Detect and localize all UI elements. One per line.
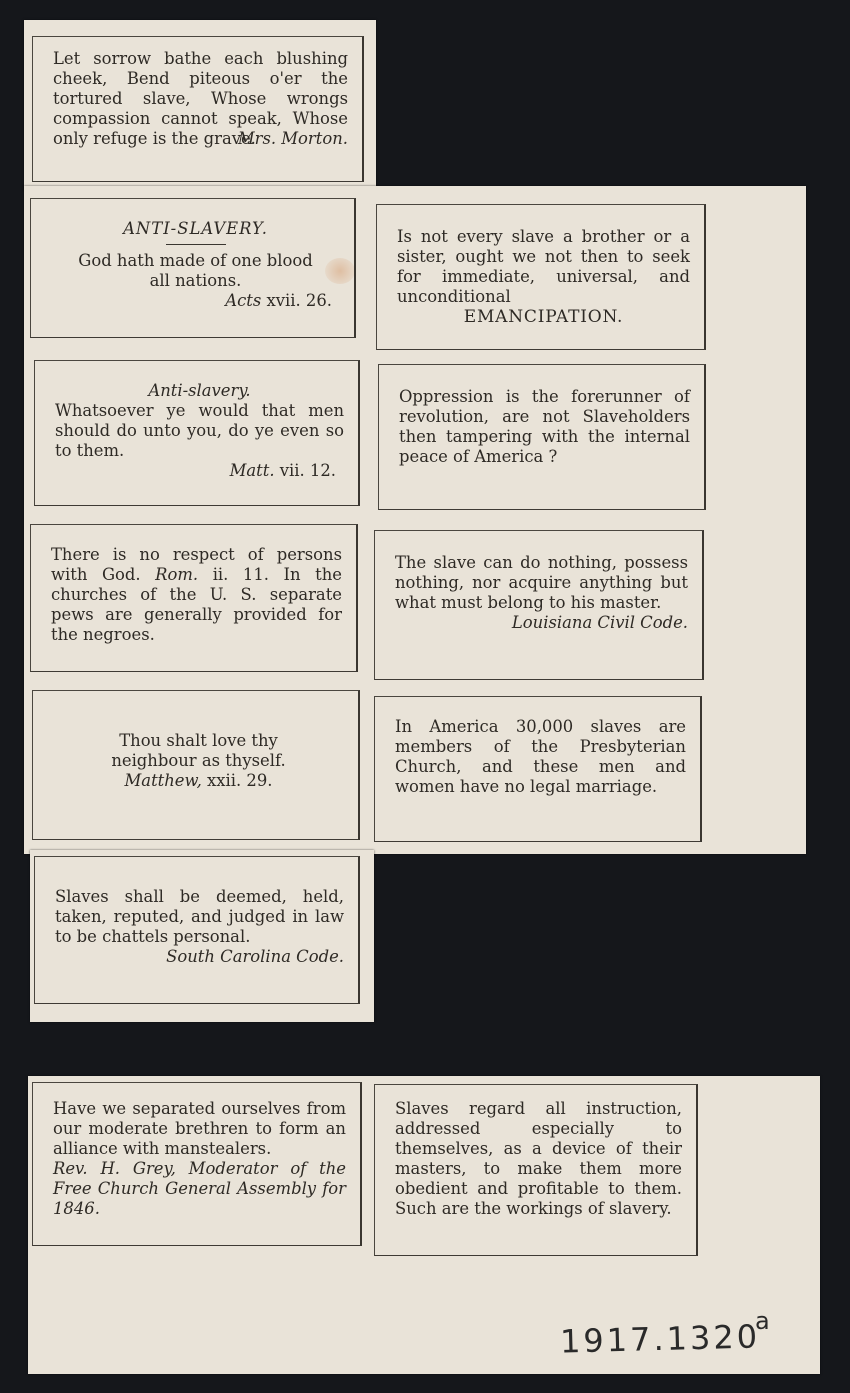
card-instruction	[374, 1084, 698, 1256]
card-text: God hath made of one blood all nations.	[78, 251, 313, 290]
card-emphasis: EMANCIPATION.	[463, 307, 624, 327]
card-respect-of-persons	[30, 524, 358, 672]
card-morton-verse	[32, 36, 364, 182]
card-text: Slaves shall be deemed, held, taken, reputed, and judged in law to be chattels personal.	[55, 887, 344, 946]
card-text: The slave can do nothing, possess nothing, nor acquire anything but what must belong to his master.	[395, 553, 688, 612]
citation-book: Matthew,	[124, 771, 202, 790]
card-heading: Anti-slavery.	[148, 381, 251, 400]
card-anti-slavery-matt	[34, 360, 360, 506]
card-louisiana-code	[374, 530, 704, 680]
card-text: Thou shalt love thy neighbour as thyself.	[111, 731, 286, 770]
card-rev-grey	[32, 1082, 362, 1246]
card-presbyterian	[374, 696, 702, 842]
card-heading: ANTI-SLAVERY.	[123, 219, 268, 238]
citation-book: Rom.	[155, 565, 199, 584]
card-source: South Carolina Code.	[166, 947, 344, 966]
card-text-a: There is no respect of persons with God.	[51, 545, 342, 584]
citation-ref: xxii. 29.	[207, 771, 273, 790]
card-text: Oppression is the forerunner of revolution, are not Slaveholders then tampering with the internal peace of America ?	[399, 387, 690, 466]
card-text	[51, 545, 342, 645]
card-author: Rev. H. Grey, Moderator of the Free Church General Assembly for 1846.	[53, 1159, 346, 1218]
card-citation	[51, 291, 340, 311]
card-text: In America 30,000 slaves are members of the Presbyterian Church, and these men and women have no legal marriage.	[395, 717, 686, 796]
card-citation	[53, 771, 344, 791]
citation-ref: vii. 12.	[279, 461, 336, 480]
card-text: Is not every slave a brother or a sister, ought we not then to seek for immediate, universal, and unconditional	[397, 227, 690, 306]
card-text-b: In the churches of the U. S. separate pews are generally provided for the negroes.	[51, 565, 342, 644]
citation-ref: xvii. 26.	[266, 291, 332, 310]
card-emancipation	[376, 204, 706, 350]
card-text: Let sorrow bathe each blushing cheek, Bend piteous o'er the tortured slave, Whose wrongs compassion cannot speak, Whose only refuge is the grave.	[53, 49, 348, 148]
citation-book: Matt.	[229, 461, 275, 480]
card-love-neighbour	[32, 690, 360, 840]
card-author: Mrs. Morton.	[237, 129, 348, 148]
divider-rule	[166, 244, 226, 245]
citation-book: Acts	[225, 291, 262, 310]
card-south-carolina-code	[34, 856, 360, 1004]
card-text: Slaves regard all instruction, addressed especially to themselves, as a device of their masters, to make them more obedient and profitable to them. Such are the workings of slavery.	[395, 1099, 682, 1218]
card-text: Have we separated ourselves from our moderate brethren to form an alliance with manstealers.	[53, 1099, 346, 1158]
citation-ref: ii. 11.	[212, 565, 269, 584]
card-source: Louisiana Civil Code.	[511, 613, 688, 632]
card-anti-slavery-acts	[30, 198, 356, 338]
card-citation	[55, 461, 344, 481]
catalog-suffix: a	[755, 1307, 770, 1335]
card-oppression	[378, 364, 706, 510]
catalog-number: 1917.1320	[559, 1317, 761, 1361]
card-text: Whatsoever ye would that men should do unto you, do ye even so to them.	[55, 401, 344, 460]
